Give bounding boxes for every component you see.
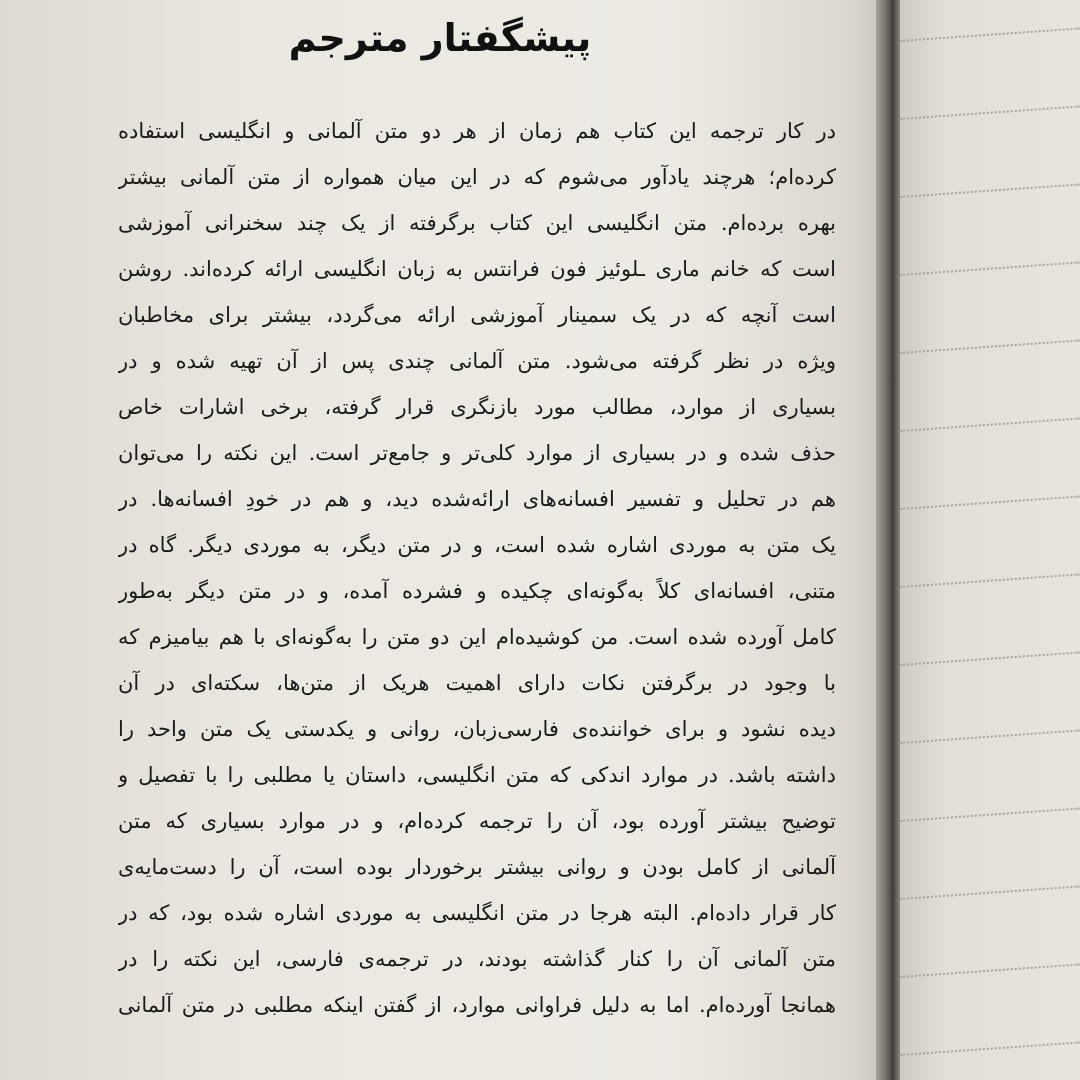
dotted-line [900, 183, 1080, 198]
page-title: پیشگفتار مترجم [288, 16, 592, 60]
book-spine-gutter [876, 0, 900, 1080]
dotted-line [900, 651, 1080, 666]
text-line: بهره برده‌ام. متن انگلیسی این کتاب برگرفته از یک چند سخنرانی آموزشی [118, 211, 836, 235]
text-line: در کار ترجمه این کتاب هم زمان از هر دو متن آلمانی و انگلیسی استفاده [118, 119, 836, 143]
text-line: دیده نشود و برای خواننده‌ی فارسی‌زبان، روانی و یکدستی یک متن واحد را [118, 717, 836, 741]
text-line: هم در تحلیل و تفسیر افسانه‌های ارائه‌شده دید، و هم در خودِ افسانه‌ها. در [118, 487, 836, 511]
text-line: کار قرار داده‌ام. البته هرجا در متن انگلیسی به موردی اشاره شده بود، که در [118, 901, 836, 925]
dotted-line [900, 339, 1080, 354]
text-line: کامل آورده شده است. من کوشیده‌ام این دو متن را به‌گونه‌ای با هم بیامیزم که [118, 625, 836, 649]
dotted-line [900, 495, 1080, 510]
dotted-line [900, 807, 1080, 822]
text-line: همانجا آورده‌ام. اما به دلیل فراوانی موارد، از گفتن اینکه مطلبی در متن آلمانی [118, 993, 836, 1017]
text-line: بسیاری از موارد، مطالب مورد بازنگری قرار گرفته، برخی اشارات خاص [118, 395, 836, 419]
body-paragraph [118, 108, 836, 1028]
text-line: داشته باشد. در موارد اندکی که متن انگلیسی، داستان یا مطلبی را با تفصیل و [118, 763, 836, 787]
dotted-line [900, 573, 1080, 588]
text-line: با وجود در برگرفتن نکات دارای اهمیت هریک از متن‌ها، سکته‌ای در آن [118, 671, 836, 695]
dotted-line [900, 105, 1080, 120]
dotted-line [900, 885, 1080, 900]
text-line: آلمانی از کامل بودن و روانی بیشتر برخوردار بوده است، آن را دست‌مایه‌ی [118, 855, 836, 879]
text-line: است آنچه که در یک سمینار آموزشی ارائه می‌گردد، بیشتر برای مخاطبان [118, 303, 836, 327]
dotted-line [900, 417, 1080, 432]
text-line: توضیح بیشتر آورده بود، آن را ترجمه کرده‌ام، و در موارد بسیاری که متن [118, 809, 836, 833]
text-line: یک متن به موردی اشاره شده است، و در متن دیگر، به موردی دیگر. گاه در [118, 533, 836, 557]
text-line: حذف شده و در بسیاری از موارد کلی‌تر و جامع‌تر است. این نکته را می‌توان [118, 441, 836, 465]
adjacent-page [900, 0, 1080, 1080]
dotted-line [900, 729, 1080, 744]
dotted-line [900, 1041, 1080, 1056]
text-line: است که خانم ماری ـلوئیز فون فرانتس به زبان انگلیسی ارائه کرده‌اند. روشن [118, 257, 836, 281]
dotted-line [900, 963, 1080, 978]
dotted-line [900, 261, 1080, 276]
text-line: متنی، افسانه‌ای کلاً به‌گونه‌ای چکیده و فشرده آمده، و در متن دیگر به‌طور [118, 579, 836, 603]
dotted-line [900, 27, 1080, 42]
text-line: کرده‌ام؛ هرچند یادآور می‌شوم که در این میان همواره از متن آلمانی بیشتر [118, 165, 836, 189]
text-line: متن آلمانی آن را کنار گذاشته بودند، در ترجمه‌ی فارسی، این نکته را در [118, 947, 836, 971]
text-line: ویژه در نظر گرفته می‌شود. متن آلمانی چندی پس از آن تهیه شده و در [118, 349, 836, 373]
